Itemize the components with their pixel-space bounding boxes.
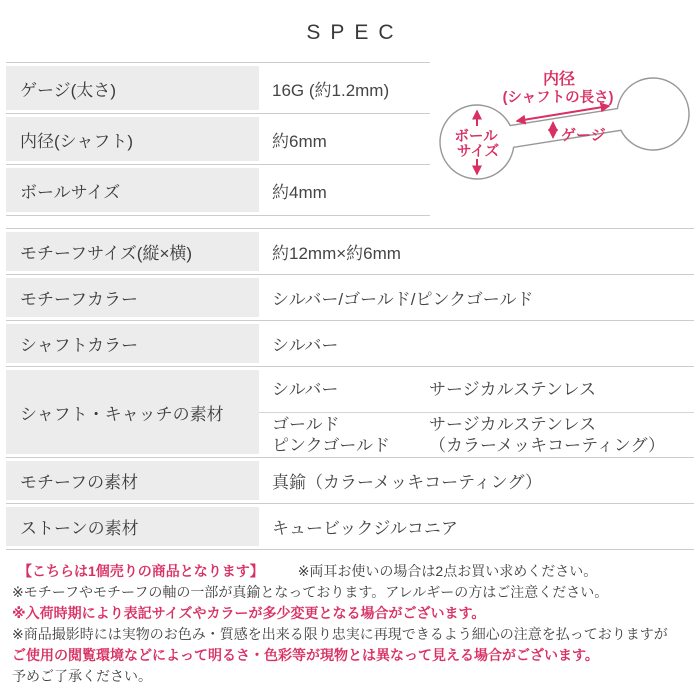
material-sub-row-silver — [259, 367, 694, 412]
shaft-catch-material-values — [259, 367, 694, 457]
note-single-item — [12, 561, 694, 582]
note-brass-allergy: ※モチーフやモチーフの軸の一部が真鍮となっております。アレルギーの方はご注意ください。 — [12, 584, 609, 600]
table-row — [6, 504, 694, 550]
gauge-label: ゲージ — [561, 127, 606, 144]
material-color-gold — [259, 414, 429, 456]
note-size-color-change: ※入荷時期により表記サイズやカラーが多少変更となる場合がございます。 — [12, 605, 486, 621]
row-value-motif-material: 真鍮（カラーメッキコーティング） — [272, 473, 542, 492]
table-row — [6, 321, 694, 367]
note-single-item-highlight: 【こちらは1個売りの商品となります】 — [18, 563, 264, 579]
note-both-ears: ※両耳お使いの場合は2点お買い求めください。 — [297, 563, 598, 579]
table-row-shaft-catch-material — [6, 367, 694, 458]
row-label-stone-material: ストーンの素材 — [6, 507, 259, 546]
row-label-motif-material: モチーフの素材 — [6, 461, 259, 500]
detail-spec-table — [6, 228, 694, 550]
table-row — [6, 114, 430, 165]
footer-notes — [6, 561, 694, 687]
table-row — [6, 275, 694, 321]
row-label-inner-diameter: 内径(シャフト) — [6, 117, 259, 161]
material-name-gold-line1: サージカルステンレス — [429, 414, 597, 434]
row-label-motif-color: モチーフカラー — [6, 278, 259, 317]
page-title: SPEC — [306, 21, 404, 44]
row-value-inner-diameter: 約6mm — [272, 131, 327, 151]
inner-diameter-label-line2: (シャフトの長さ) — [502, 90, 614, 106]
row-label-shaft-color: シャフトカラー — [6, 324, 259, 363]
row-label-motif-size: モチーフサイズ(縦×横) — [6, 232, 259, 271]
table-row — [6, 458, 694, 504]
material-color-silver: シルバー — [272, 379, 339, 399]
row-value-ball-size: 約4mm — [272, 182, 327, 202]
row-label-gauge: ゲージ(太さ) — [6, 66, 259, 110]
table-row — [6, 165, 430, 216]
row-value-shaft-color: シルバー — [272, 336, 339, 355]
material-name-silver: サージカルステンレス — [429, 379, 597, 399]
table-row — [6, 63, 430, 114]
row-value-stone-material: キュービックジルコニア — [272, 519, 458, 538]
note-understanding: 予めご了承ください。 — [12, 668, 152, 684]
note-photo-accuracy: ※商品撮影時には実物のお色み・質感を出来る限り忠実に再現できるよう細心の注意を払っておりますが — [12, 626, 668, 642]
row-value-gauge: 16G (約1.2mm) — [272, 80, 390, 100]
spec-top-section — [6, 62, 694, 216]
inner-diameter-label-line1: 内径 — [542, 71, 576, 88]
row-label-ball-size: ボールサイズ — [6, 168, 259, 212]
ball-size-label-line2: サイズ — [456, 144, 500, 160]
material-name-gold — [429, 414, 694, 456]
size-spec-table — [6, 62, 430, 216]
barbell-measurement-diagram — [425, 64, 700, 214]
material-color-gold-line1: ゴールド — [272, 414, 340, 434]
table-row — [6, 229, 694, 275]
material-color-gold-line2: ピンクゴールド — [272, 435, 390, 455]
note-display-difference: ご使用の閲覧環境などによって明るさ・色彩等が現物とは異なって見える場合がございます。 — [12, 647, 599, 663]
material-name-gold-line2: （カラーメッキコーティング） — [429, 435, 665, 455]
row-label-shaft-catch-material: シャフト・キャッチの素材 — [6, 370, 259, 454]
ball-size-label-line1: ボール — [454, 129, 498, 145]
row-value-motif-color: シルバー/ゴールド/ピンクゴールド — [272, 290, 534, 309]
material-sub-row-gold — [259, 412, 694, 458]
row-value-motif-size: 約12mm×約6mm — [272, 244, 401, 263]
